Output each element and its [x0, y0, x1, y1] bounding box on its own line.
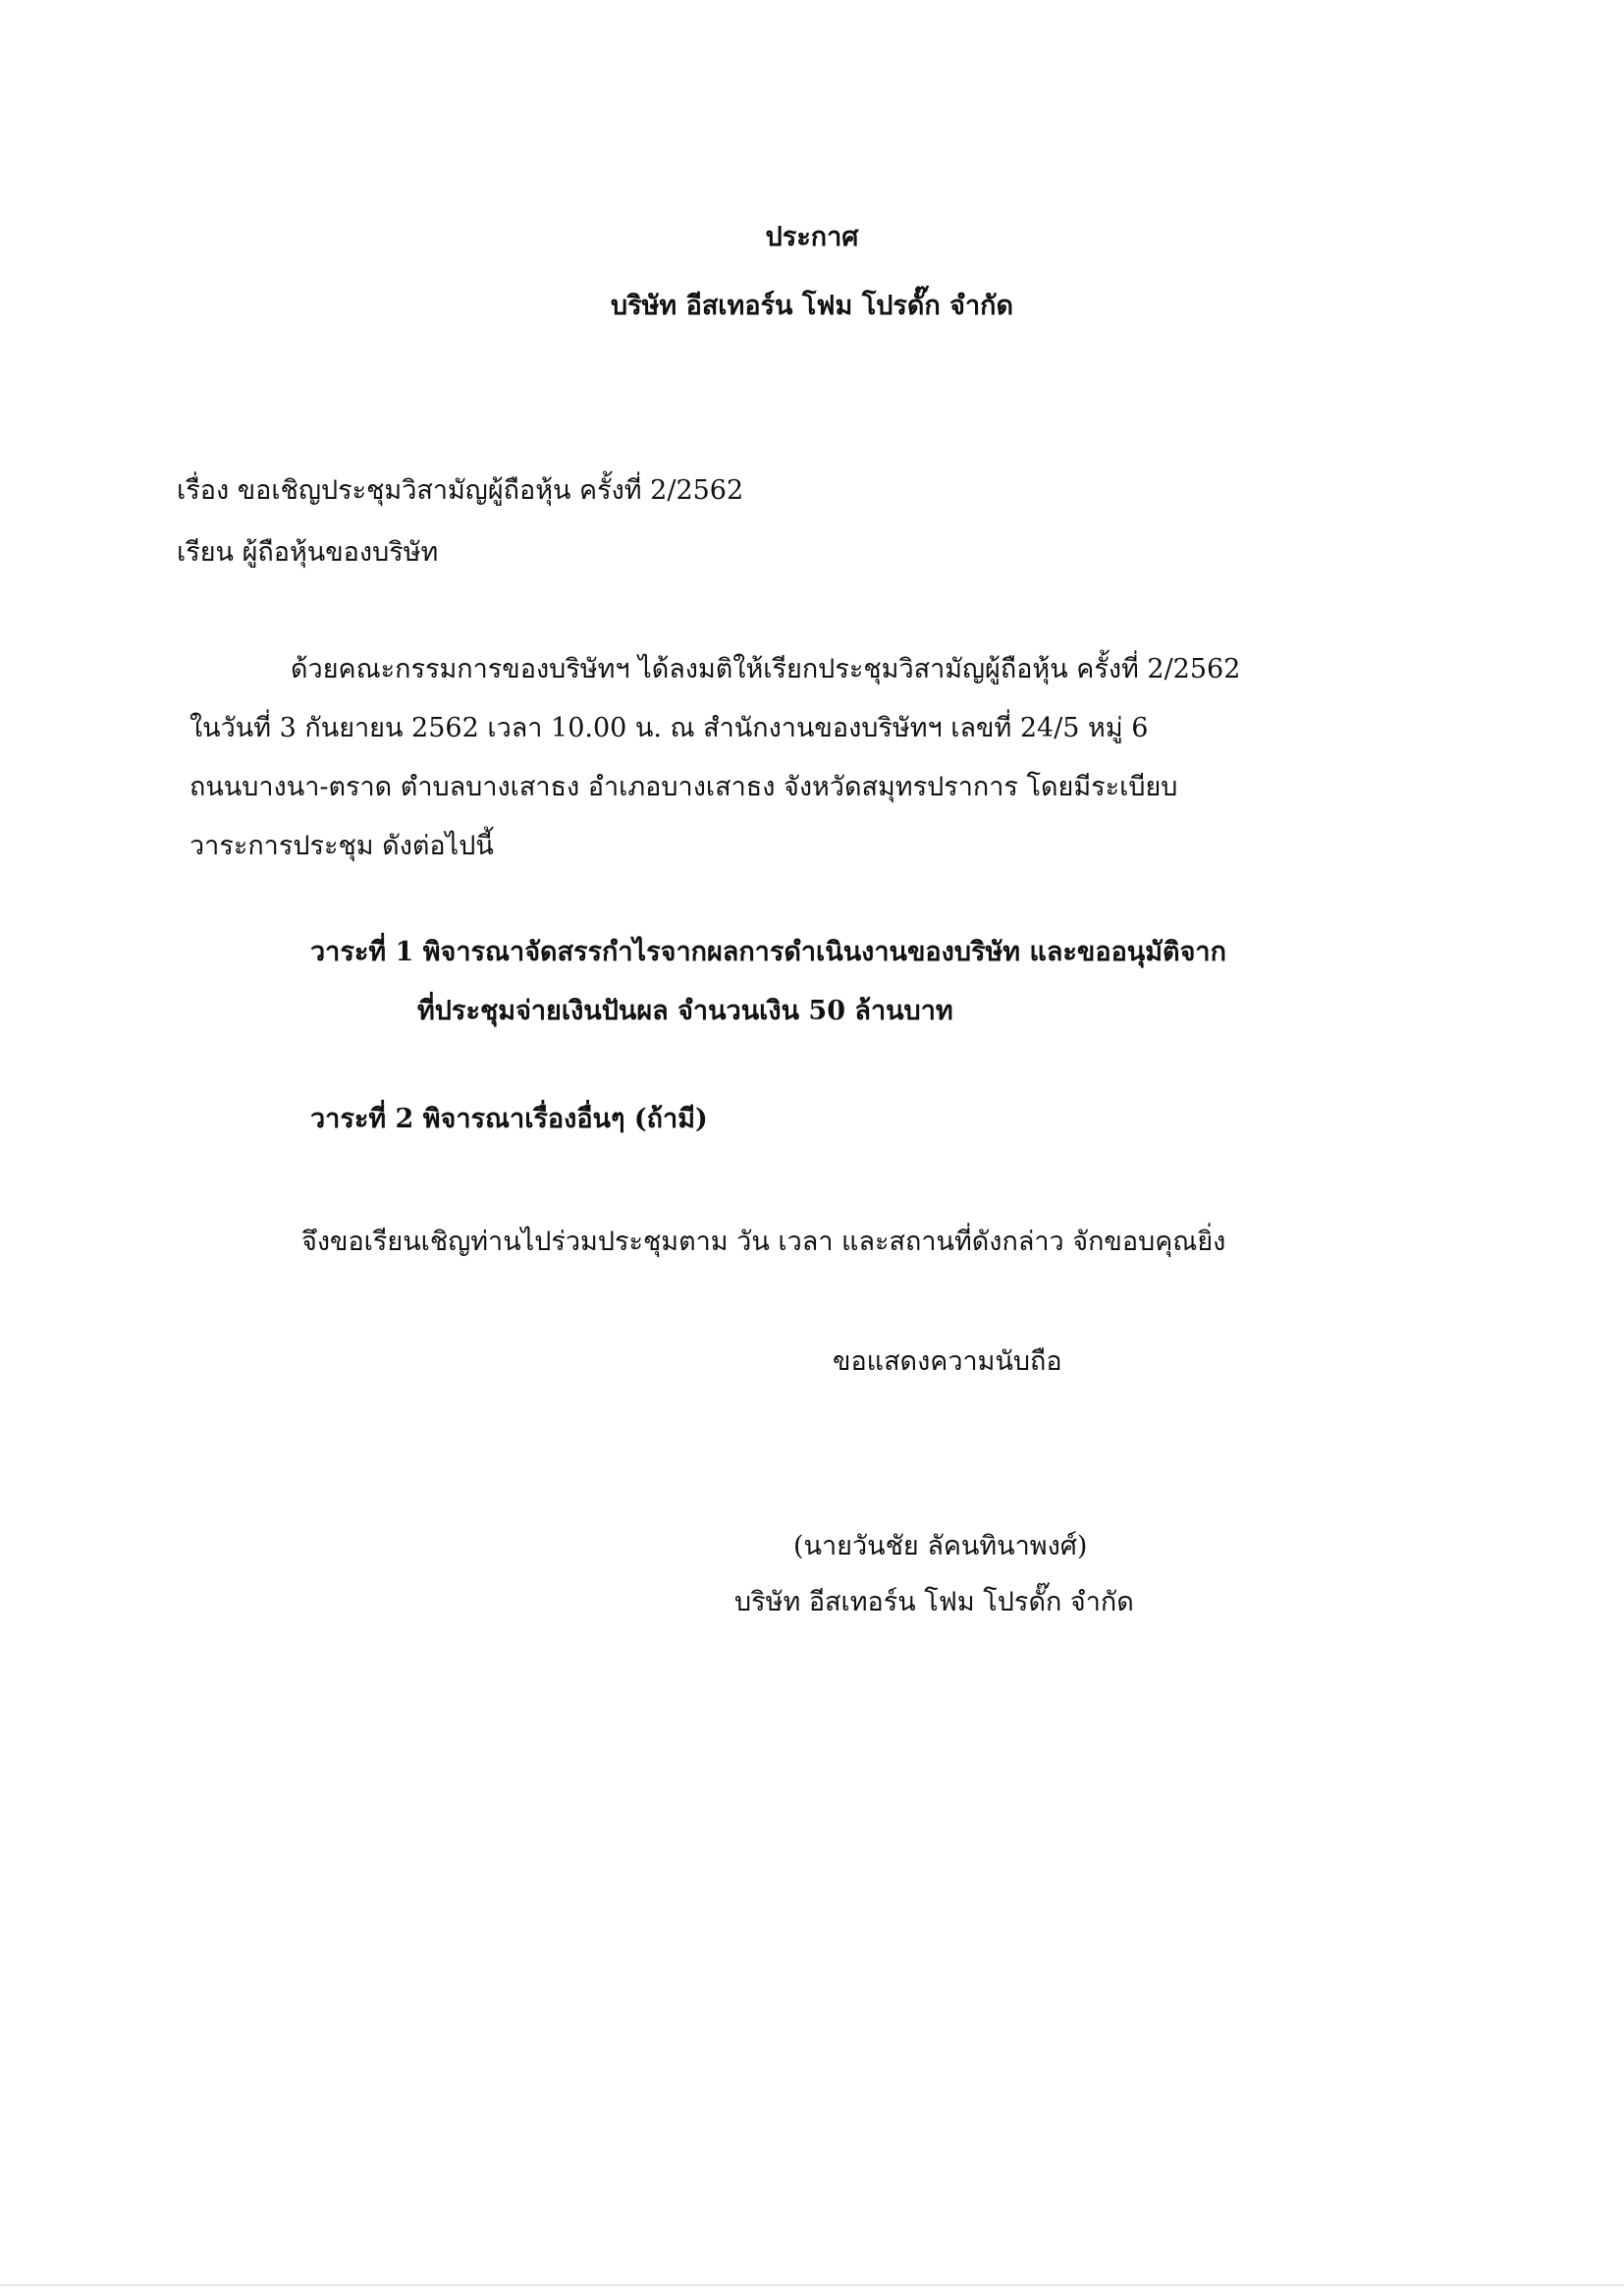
announcement-title: ประกาศ [765, 222, 859, 252]
announcement-company: บริษัท อีสเทอร์น โฟม โปรดั๊ก จำกัด [610, 291, 1014, 321]
body-paragraph-line: วาระการประชุม ดังต่อไปนี้ [189, 831, 494, 861]
closing-invitation: จึงขอเรียนเชิญท่านไปร่วมประชุมตาม วัน เวลา และสถานที่ดังกล่าว จักขอบคุณยิ่ง [301, 1227, 1226, 1257]
signer-company: บริษัท อีสเทอร์น โฟม โปรดั๊ก จำกัด [734, 1587, 1134, 1617]
closing-regards: ขอแสดงความนับถือ [833, 1346, 1062, 1377]
agenda-item-2: วาระที่ 2 พิจารณาเรื่องอื่นๆ (ถ้ามี) [310, 1104, 708, 1134]
body-paragraph-line: ถนนบางนา-ตราด ตำบลบางเสาธง อำเภอบางเสาธง จังหวัดสมุทรปราการ โดยมีระเบียบ [189, 772, 1178, 802]
body-paragraph-line: ด้วยคณะกรรมการของบริษัทฯ ได้ลงมติให้เรียกประชุมวิสามัญผู้ถือหุ้น ครั้งที่ 2/2562 [291, 654, 1241, 684]
scan-edge-divider [0, 2284, 1624, 2286]
agenda-item-1: วาระที่ 1 พิจารณาจัดสรรกำไรจากผลการดำเนินงานของบริษัท และขออนุมัติจาก [310, 937, 1226, 967]
subject-line: เรื่อง ขอเชิญประชุมวิสามัญผู้ถือหุ้น ครั้งที่ 2/2562 [177, 475, 744, 506]
agenda-item-1-continued: ที่ประชุมจ่ายเงินปันผล จำนวนเงิน 50 ล้านบาท [417, 996, 953, 1026]
recipient-line: เรียน ผู้ถือหุ้นของบริษัท [177, 537, 439, 568]
body-paragraph-line: ในวันที่ 3 กันยายน 2562 เวลา 10.00 น. ณ สำนักงานของบริษัทฯ เลขที่ 24/5 หมู่ 6 [189, 713, 1149, 743]
signer-name: (นายวันชัย ลัคนทินาพงศ์) [793, 1531, 1088, 1561]
